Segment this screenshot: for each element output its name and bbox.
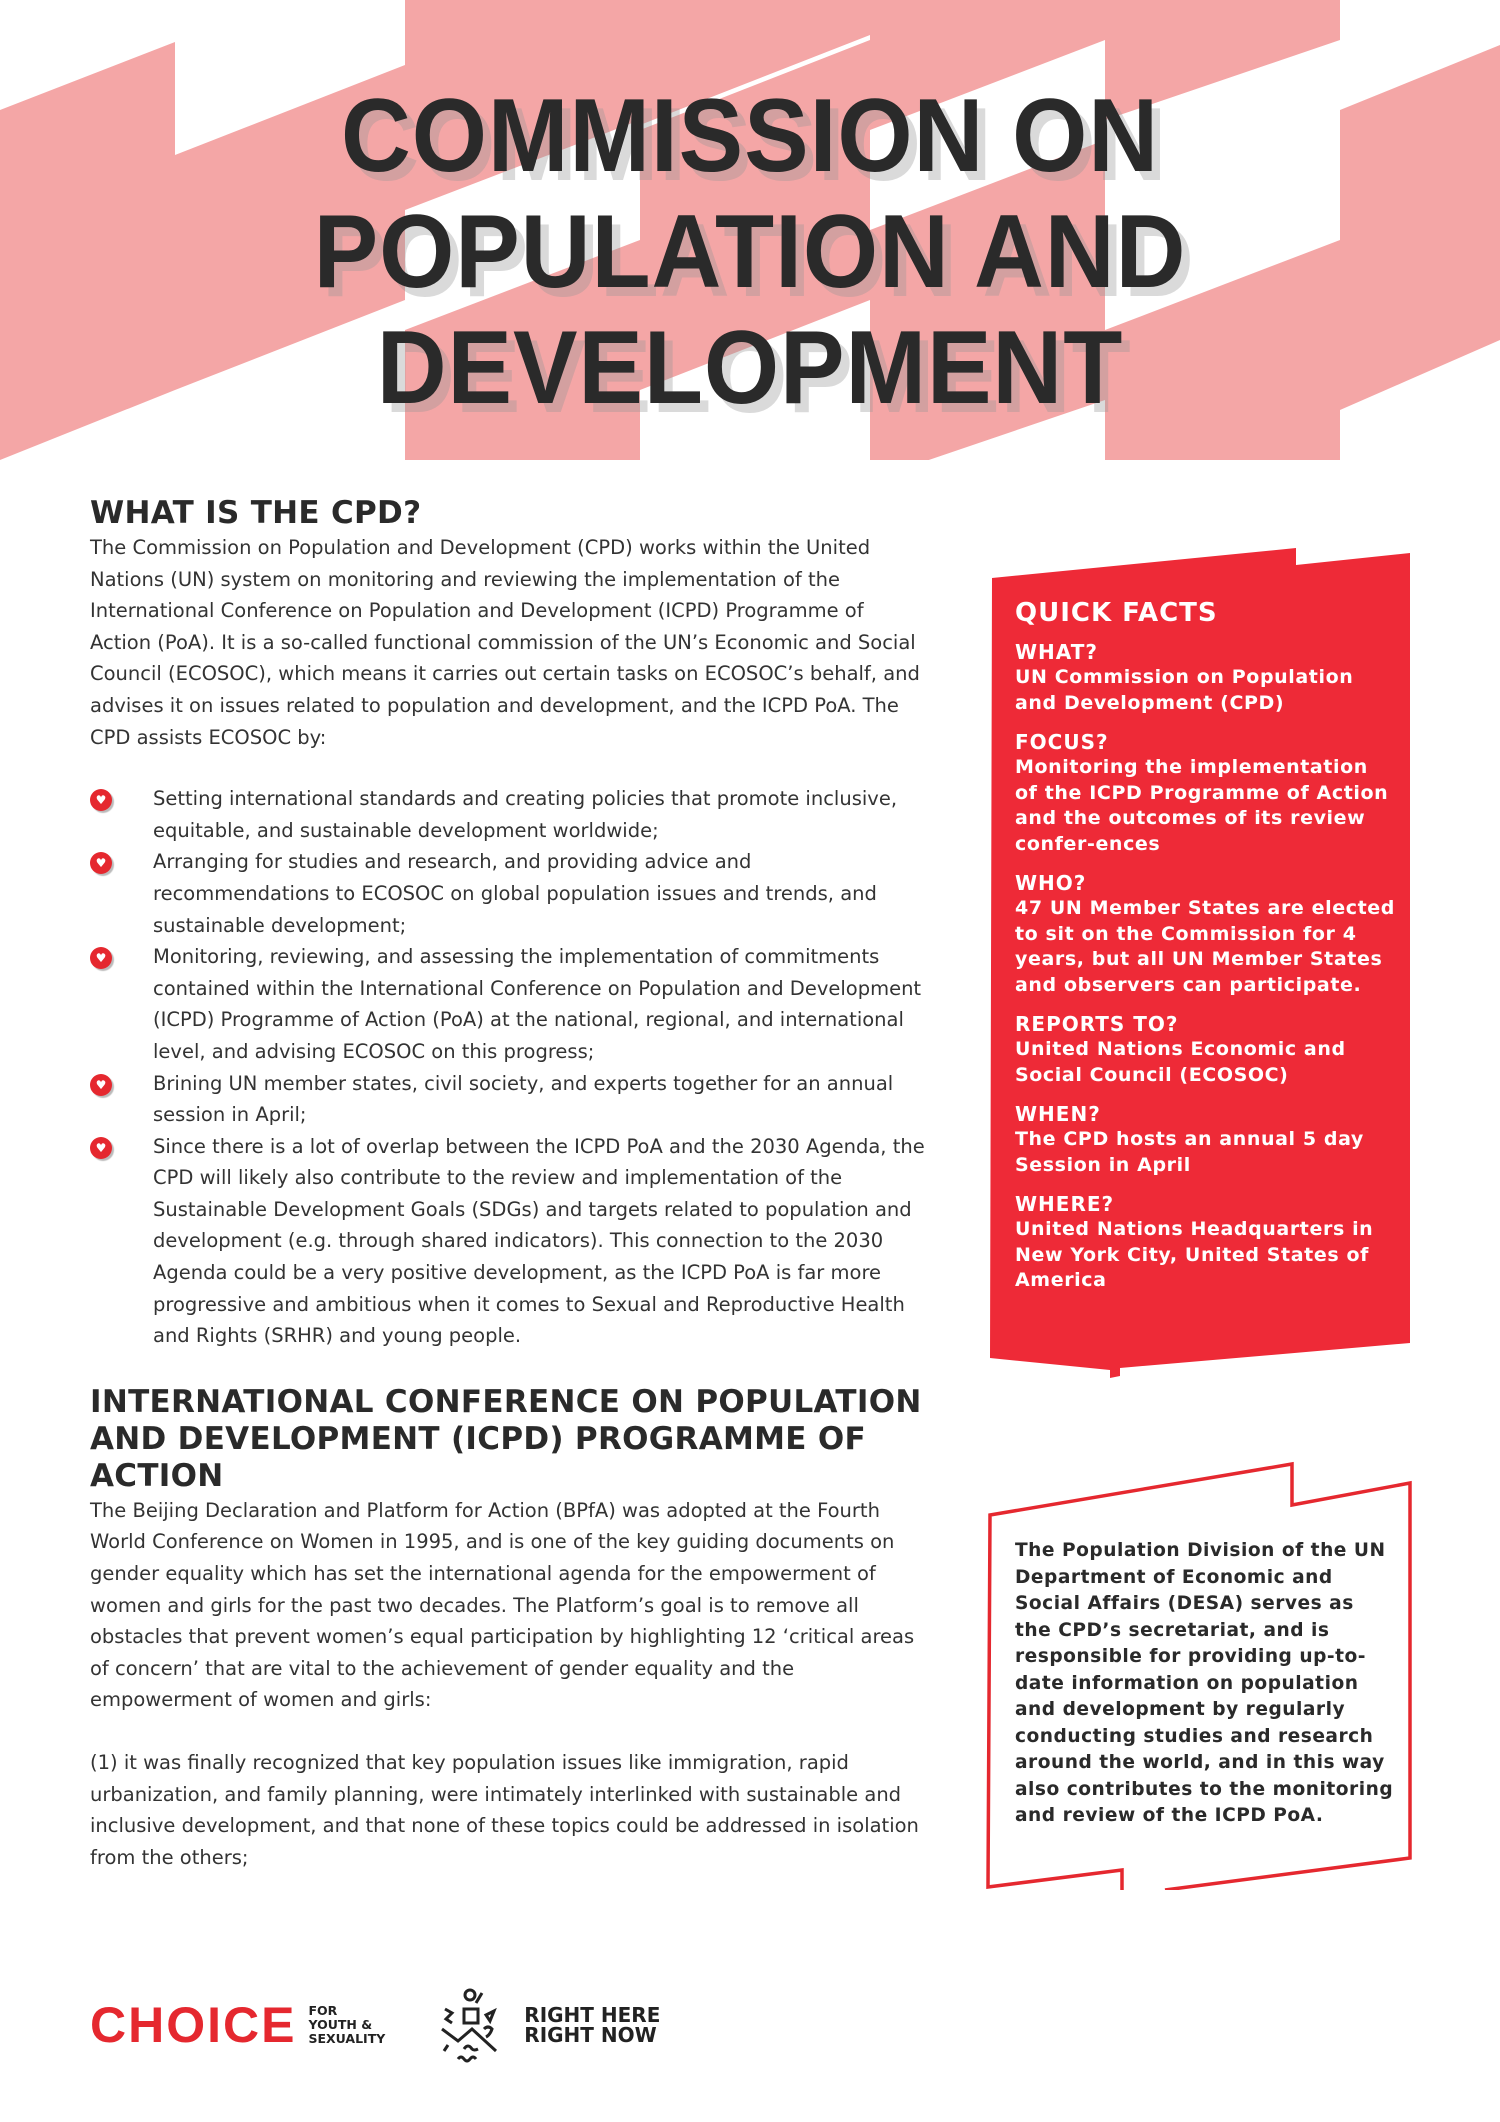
- heart-bullet-icon: ♥: [90, 1137, 112, 1159]
- icpd-paragraph-2: (1) it was finally recognized that key population issues like immigration, rapid urbanization, and family planning, were intimately interlinked with sustainable and inclusive development, and that none of these topics could be addressed in isolation from the others;: [90, 1751, 919, 1869]
- desa-note-text: The Population Division of the UN Department of Economic and Social Affairs (DESA) serves as the CPD’s secretariat, and is responsible for providing up-to-date information on population and development by regularly conducting studies and research around the world, and in this way also contributes to the monitoring and review of the ICPD PoA.: [1015, 1540, 1394, 1826]
- footer-logos: [90, 1985, 660, 2065]
- list-item-text: Monitoring, reviewing, and assessing the implementation of commitments contained within the International Conference on Population and Development (ICPD) Programme of Action (PoA) at the national, regional, and international level, and advising ECOSOC on this progress;: [153, 945, 922, 1063]
- tagline-line: YOUTH &: [308, 2017, 373, 2032]
- tagline-line: FOR: [308, 2003, 338, 2018]
- title-line-3: DEVELOPMENT: [376, 310, 1124, 426]
- logo-line: RIGHT HERE: [524, 2003, 661, 2027]
- quick-facts-box: [990, 548, 1410, 1378]
- fact-label: WHEN?: [1015, 1102, 1101, 1126]
- cpd-roles-list: [90, 783, 925, 1352]
- heart-bullet-icon: ♥: [90, 852, 112, 874]
- fact-text: The CPD hosts an annual 5 day Session in April: [1015, 1128, 1364, 1176]
- list-item: [90, 941, 925, 1067]
- main-column: [90, 495, 925, 1873]
- fact-text: United Nations Economic and Social Council (ECOSOC): [1015, 1038, 1346, 1086]
- choice-logo: CHOICE: [90, 1997, 297, 2053]
- what-heading: WHAT IS THE CPD?: [90, 495, 422, 531]
- fact-text: United Nations Headquarters in New York City, United States of America: [1015, 1218, 1374, 1291]
- fact-item: [1015, 1102, 1395, 1178]
- list-item-text: Arranging for studies and research, and providing advice and recommendations to ECOSOC on global population issues and trends, and sustainable development;: [153, 850, 877, 937]
- fact-label: FOCUS?: [1015, 730, 1109, 754]
- logo-line: RIGHT NOW: [524, 2023, 657, 2047]
- fact-item: [1015, 1192, 1395, 1294]
- heart-bullet-icon: ♥: [90, 947, 112, 969]
- heart-bullet-icon: ♥: [90, 1074, 112, 1096]
- icpd-heading: INTERNATIONAL CONFERENCE ON POPULATION AND DEVELOPMENT (ICPD) PROGRAMME OF ACTION: [90, 1383, 922, 1494]
- fact-label: WHERE?: [1015, 1192, 1115, 1216]
- tagline-line: SEXUALITY: [308, 2031, 386, 2046]
- quick-facts-title: QUICK FACTS: [1015, 598, 1218, 628]
- fact-item: [1015, 640, 1395, 716]
- fact-item: [1015, 730, 1395, 857]
- list-item: [90, 783, 925, 846]
- fact-label: WHO?: [1015, 871, 1087, 895]
- list-item-text: Brining UN member states, civil society, and experts together for an annual session in April;: [153, 1071, 894, 1127]
- fact-text: 47 UN Member States are elected to sit on the Commission for 4 years, but all UN Member States and observers can participate.: [1015, 897, 1395, 996]
- fact-text: Monitoring the implementation of the ICPD Programme of Action and the outcomes of its review confer-ences: [1015, 756, 1389, 855]
- right-here-right-now-logo: [524, 2005, 660, 2045]
- list-item: [90, 1131, 925, 1352]
- fact-label: REPORTS TO?: [1015, 1012, 1179, 1036]
- page-title: [53, 78, 1448, 426]
- choice-logo-tagline: [308, 2004, 385, 2046]
- heart-bullet-icon: ♥: [90, 789, 112, 811]
- fact-item: [1015, 871, 1395, 998]
- list-item-text: Setting international standards and creating policies that promote inclusive, equitable, and sustainable development worldwide;: [153, 787, 898, 842]
- list-item-text: Since there is a lot of overlap between the ICPD PoA and the 2030 Agenda, the CPD will likely also contribute to the review and implementation of the Sustainable Development Goals (SDGs) and targets related to population and development (e.g. through shared indicators). This connection to the 2030 Agenda could be a very positive development, as the ICPD PoA is far more progressive and ambitious when it comes to Sexual and Reproductive Health and Rights (SRHR) and young people.: [153, 1134, 925, 1348]
- fact-label: WHAT?: [1015, 640, 1098, 664]
- title-line-1: COMMISSION ON: [340, 78, 1160, 194]
- icpd-paragraph-1: The Beijing Declaration and Platform for Action (BPfA) was adopted at the Fourth World Conference on Women in 1995, and is one of the key guiding documents on gender equality which has set the international agenda for the empowerment of women and girls for the past two decades. The Platform’s goal is to remove all obstacles that prevent women’s equal participation by highlighting 12 ‘critical areas of concern’ that are vital to the achievement of gender equality and the empowerment of women and girls:: [90, 1498, 915, 1712]
- fact-text: UN Commission on Population and Development (CPD): [1015, 666, 1354, 714]
- what-intro: The Commission on Population and Development (CPD) works within the United Nations (UN) system on monitoring and reviewing the implementation of the International Conference on Population and Development (ICPD) Programme of Action (PoA). It is a so-called functional commission of the UN’s Economic and Social Council (ECOSOC), which means it carries out certain tasks on ECOSOC’s behalf, and advises it on issues related to population and development, and the ICPD PoA. The CPD assists ECOSOC by:: [90, 536, 920, 749]
- list-item: [90, 846, 925, 941]
- title-line-2: POPULATION AND: [313, 194, 1187, 310]
- desa-note-box: [985, 1450, 1415, 1890]
- fact-item: [1015, 1012, 1395, 1088]
- right-here-right-now-icon: [440, 1985, 502, 2065]
- list-item: [90, 1068, 925, 1131]
